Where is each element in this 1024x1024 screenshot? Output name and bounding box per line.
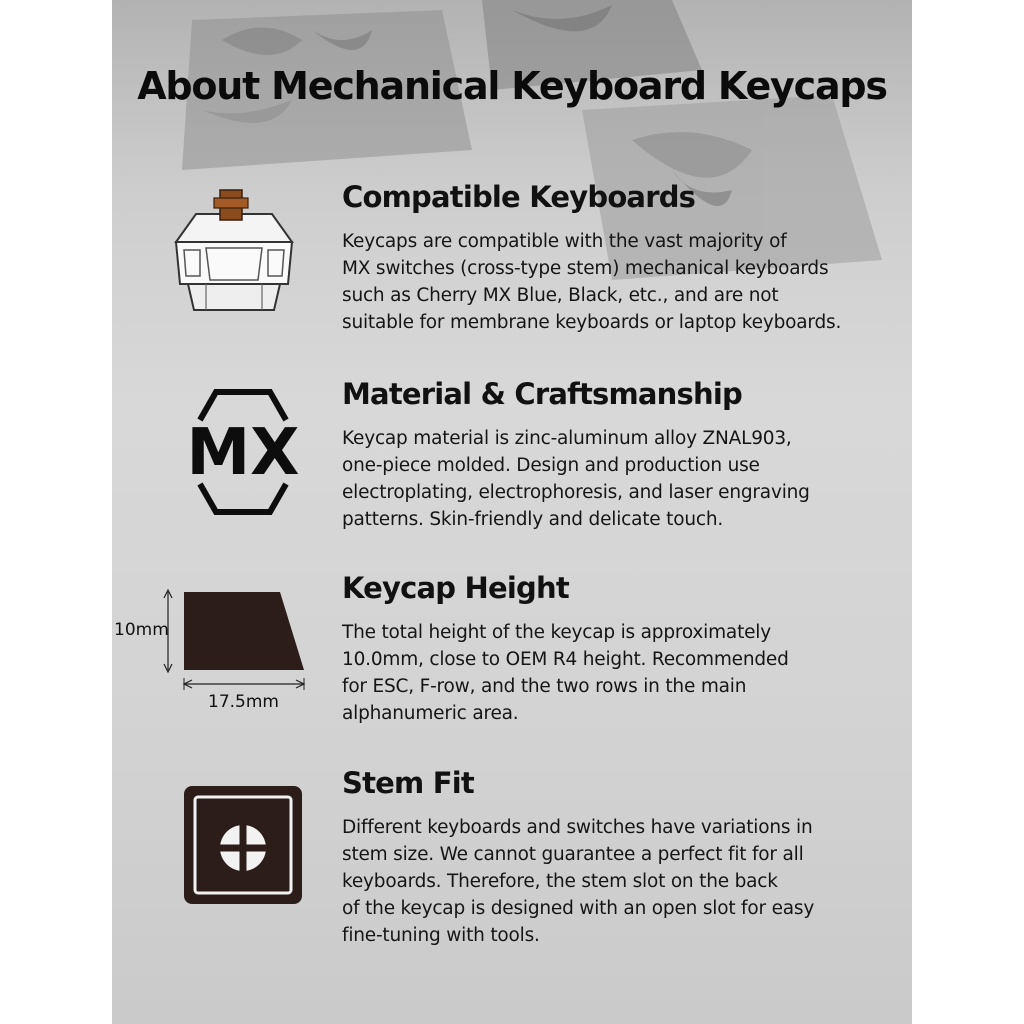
section-title: Compatible Keyboards xyxy=(342,180,696,214)
mx-logo-text: MX xyxy=(186,416,300,490)
page-title: About Mechanical Keyboard Keycaps xyxy=(137,64,887,108)
body-line: stem size. We cannot guarantee a perfect fit for all xyxy=(342,844,804,865)
body-line: alphanumeric area. xyxy=(342,703,519,724)
keycap-stem-icon xyxy=(182,784,304,906)
section-body xyxy=(342,425,902,533)
height-dimension-label: 10mm xyxy=(114,620,169,640)
section-title: Stem Fit xyxy=(342,766,474,800)
body-line: fine-tuning with tools. xyxy=(342,925,540,946)
mechanical-switch-icon xyxy=(166,184,302,318)
body-line: for ESC, F-row, and the two rows in the main xyxy=(342,676,747,697)
body-line: 10.0mm, close to OEM R4 height. Recommended xyxy=(342,649,789,670)
body-line: such as Cherry MX Blue, Black, etc., and are not xyxy=(342,285,779,306)
section-body xyxy=(342,619,902,727)
mx-logo-icon xyxy=(180,384,306,520)
body-line: one-piece molded. Design and production use xyxy=(342,455,760,476)
body-line: Keycaps are compatible with the vast majority of xyxy=(342,231,787,252)
section-title: Material & Craftsmanship xyxy=(342,377,742,411)
body-line: of the keycap is designed with an open slot for easy xyxy=(342,898,815,919)
keycap-profile-icon xyxy=(152,586,312,694)
body-line: MX switches (cross-type stem) mechanical keyboards xyxy=(342,258,829,279)
body-line: Keycap material is zinc-aluminum alloy ZNAL903, xyxy=(342,428,792,449)
body-line: Different keyboards and switches have variations in xyxy=(342,817,813,838)
width-dimension-label: 17.5mm xyxy=(208,692,279,712)
body-line: The total height of the keycap is approximately xyxy=(342,622,771,643)
body-line: patterns. Skin-friendly and delicate touch. xyxy=(342,509,724,530)
section-body xyxy=(342,228,902,336)
section-body xyxy=(342,814,902,949)
info-panel xyxy=(112,0,912,1024)
body-line: suitable for membrane keyboards or laptop keyboards. xyxy=(342,312,842,333)
body-line: electroplating, electrophoresis, and laser engraving xyxy=(342,482,810,503)
section-title: Keycap Height xyxy=(342,571,569,605)
body-line: keyboards. Therefore, the stem slot on the back xyxy=(342,871,778,892)
